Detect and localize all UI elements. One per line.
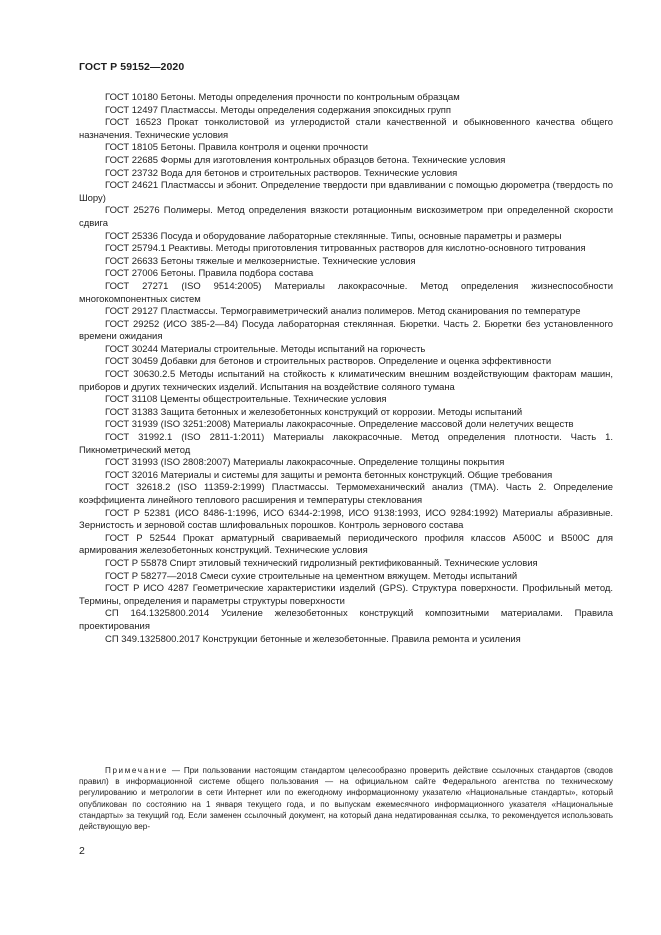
page-number: 2 xyxy=(79,845,85,857)
reference-item: ГОСТ 25794.1 Реактивы. Методы приготовления титрованных растворов для кислотно-основного титрования xyxy=(105,243,586,255)
normative-references-list xyxy=(79,92,613,646)
reference-item: ГОСТ 30244 Материалы строительные. Методы испытаний на горючесть xyxy=(105,343,426,355)
reference-item: ГОСТ 31993 (ISO 2808:2007) Материалы лакокрасочные. Определение толщины покрытия xyxy=(105,457,505,469)
reference-item: ГОСТ 25276 Полимеры. Метод определения вязкости ротационным вискозиметром при определенной скорости сдвига xyxy=(79,205,613,229)
reference-item: ГОСТ 31108 Цементы общестроительные. Технические условия xyxy=(105,394,387,406)
reference-item: ГОСТ 10180 Бетоны. Методы определения прочности по контрольным образцам xyxy=(105,92,460,103)
reference-item: ГОСТ 23732 Вода для бетонов и строительных растворов. Технические условия xyxy=(105,167,458,179)
document-header: ГОСТ Р 59152—2020 xyxy=(79,61,185,73)
reference-item: СП 349.1325800.2017 Конструкции бетонные и железобетонные. Правила ремонта и усиления xyxy=(105,633,521,645)
reference-item: ГОСТ 25336 Посуда и оборудование лабораторные стеклянные. Типы, основные параметры и размеры xyxy=(105,230,562,242)
reference-item: ГОСТ 26633 Бетоны тяжелые и мелкозернистые. Технические условия xyxy=(105,255,416,267)
reference-item: ГОСТ 27006 Бетоны. Правила подбора состава xyxy=(105,268,314,280)
note-label: Примечание xyxy=(105,766,169,775)
reference-item: ГОСТ 29252 (ИСО 385-2—84) Посуда лабораторная стеклянная. Бюретки. Часть 2. Бюретки без установленного времени ожидания xyxy=(79,318,613,343)
reference-item: ГОСТ Р 52381 (ИСО 8486-1:1996, ИСО 6344-2:1998, ИСО 9138:1993, ИСО 9284:1992) Материалы абразивные. Зернистость и зерновой состав шлифовальных порошков. Контроль зернового состава xyxy=(79,507,613,532)
reference-item: ГОСТ 29127 Пластмассы. Термогравиметрический анализ полимеров. Метод сканирования по температуре xyxy=(105,306,581,318)
reference-item: ГОСТ Р 55878 Спирт этиловый технический гидролизный ректификованный. Технические условия xyxy=(105,557,538,569)
reference-item: ГОСТ 30630.2.5 Методы испытаний на стойкость к климатическим внешним воздействующим факторам машин, приборов и других технических изделий. Испытания на воздействие соляного тумана xyxy=(79,369,613,393)
reference-item: ГОСТ Р ИСО 4287 Геометрические характеристики изделий (GPS). Структура поверхности. Профильный метод. Термины, определения и параметры структуры поверхности xyxy=(79,583,613,607)
reference-item: ГОСТ 31992.1 (ISO 2811-1:2011) Материалы лакокрасочные. Метод определения плотности. Часть 1. Пикнометрический метод xyxy=(79,432,613,456)
reference-item: ГОСТ 32016 Материалы и системы для защиты и ремонта бетонных конструкций. Общие требования xyxy=(105,469,553,481)
reference-item: СП 164.1325800.2014 Усиление железобетонных конструкций композитными материалами. Правила проектирования xyxy=(79,608,613,632)
reference-item: ГОСТ 31383 Защита бетонных и железобетонных конструкций от коррозии. Методы испытаний xyxy=(105,406,523,418)
note-text: — При пользовании настоящим стандартом целесообразно проверить действие ссылочных стандартов (сводов правил) в информационной системе общего пользования — на официальном сайте Федерального агентства по техническому регулированию и метрологии в сети Интернет или по ежегодному информационному указателю «Национальные стандарты», который опубликован по состоянию на 1 января текущего года, и по выпускам ежемесячного информационного указателя «Национальные стандарты» за текущий год. Если заменен ссылочный документ, на который дана недатированная ссылка, то рекомендуется использовать действующую вер- xyxy=(79,766,613,832)
reference-item: ГОСТ 18105 Бетоны. Правила контроля и оценки прочности xyxy=(105,142,369,154)
reference-item: ГОСТ 32618.2 (ISO 11359-2:1999) Пластмассы. Термомеханический анализ (ТМА). Часть 2. Определение коэффициента линейного теплового расширения и температуры стеклования xyxy=(79,482,613,506)
note-paragraph xyxy=(79,765,613,832)
reference-item: ГОСТ Р 58277—2018 Смеси сухие строительные на цементном вяжущем. Методы испытаний xyxy=(105,570,518,582)
reference-item: ГОСТ 12497 Пластмассы. Методы определения содержания эпоксидных групп xyxy=(105,104,452,116)
reference-item: ГОСТ 30459 Добавки для бетонов и строительных растворов. Определение и оценка эффективности xyxy=(105,356,552,368)
reference-item: ГОСТ 31939 (ISO 3251:2008) Материалы лакокрасочные. Определение массовой доли нелетучих веществ xyxy=(105,419,574,431)
reference-item: ГОСТ 27271 (ISO 9514:2005) Материалы лакокрасочные. Метод определения жизнеспособности многокомпонентных систем xyxy=(79,280,613,305)
reference-item: ГОСТ 16523 Прокат тонколистовой из углеродистой стали качественной и обыкновенного качества общего назначения. Технические условия xyxy=(79,117,613,141)
reference-item: ГОСТ 24621 Пластмассы и эбонит. Определение твердости при вдавливании с помощью дюрометра (твердость по Шору) xyxy=(79,180,613,204)
reference-item: ГОСТ Р 52544 Прокат арматурный свариваемый периодического профиля классов А500С и В500С для армирования железобетонных конструкций. Технические условия xyxy=(79,532,613,557)
reference-item: ГОСТ 22685 Формы для изготовления контрольных образцов бетона. Технические условия xyxy=(105,154,506,166)
